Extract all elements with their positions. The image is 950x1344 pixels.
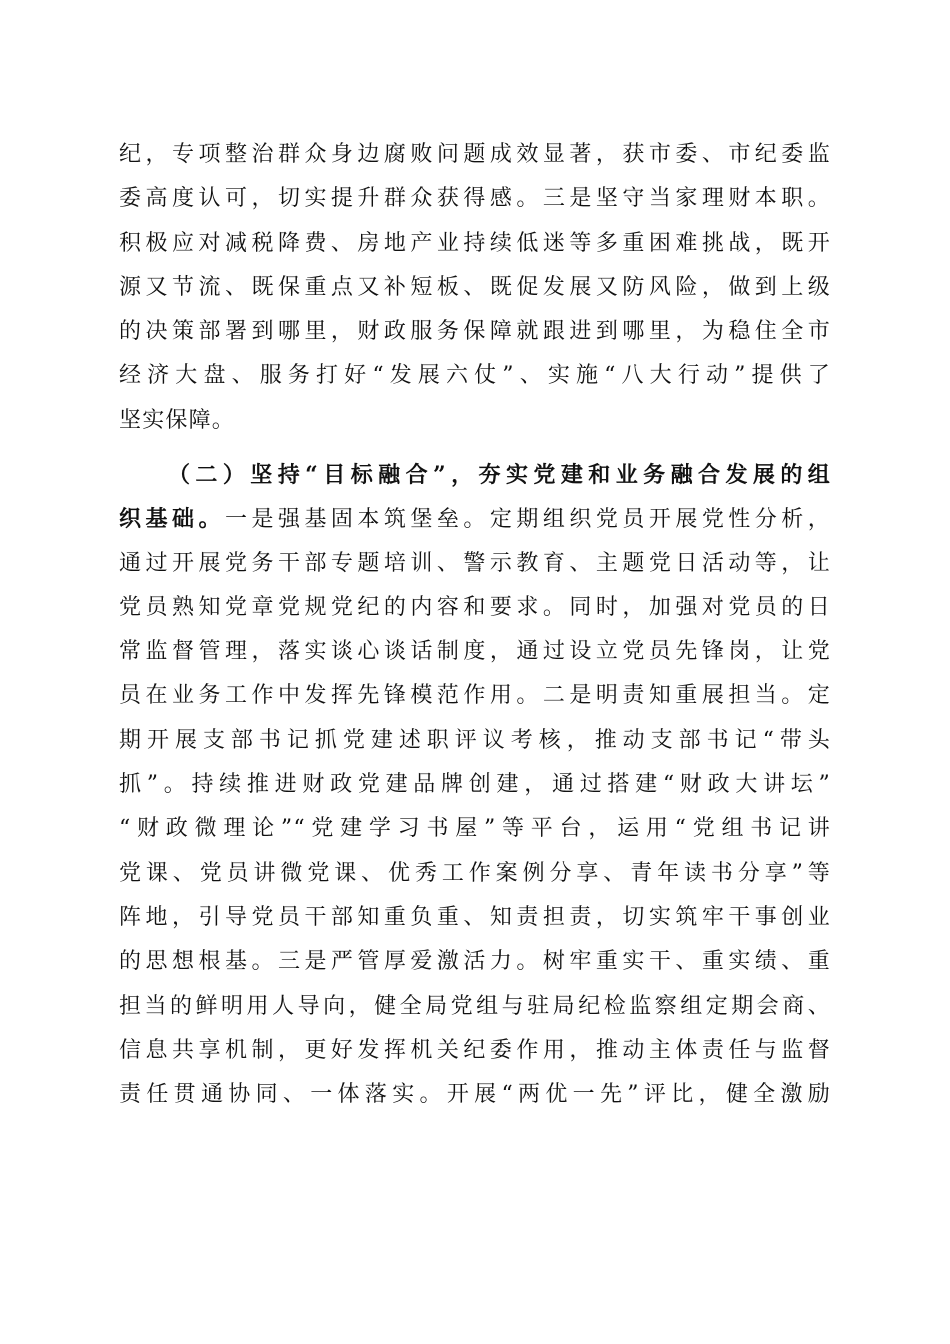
- paragraph-line: [119, 497, 831, 541]
- paragraph-line: 信息共享机制，更好发挥机关纪委作用，推动主体责任与监督: [119, 1037, 831, 1063]
- paragraph-line: 委高度认可，切实提升群众获得感。三是坚守当家理财本职。: [119, 186, 831, 212]
- paragraph-line: 抓”。持续推进财政党建品牌创建，通过搭建“财政大讲坛”: [119, 772, 831, 798]
- paragraph-line: 纪，专项整治群众身边腐败问题成效显著，获市委、市纪委监: [119, 142, 831, 167]
- paragraph-line: 经济大盘、服务打好“发展六仗”、实施“八大行动”提供了: [119, 363, 831, 389]
- paragraph-line: 党课、党员讲微党课、优秀工作案例分享、青年读书分享”等: [119, 860, 831, 886]
- paragraph-1: [119, 133, 831, 443]
- paragraph-line-rest: 一是强基固本筑堡垒。定期组织党员开展党性分析，: [224, 507, 831, 533]
- paragraph-line: 源又节流、既保重点又补短板、既促发展又防风险，做到上级: [119, 274, 831, 300]
- paragraph-line: 常监督管理，落实谈心谈话制度，通过设立党员先锋岗，让党: [119, 639, 831, 665]
- paragraph-line: 担当的鲜明用人导向，健全局党组与驻局纪检监察组定期会商、: [119, 993, 831, 1019]
- paragraph-line: 党员熟知党章党规党纪的内容和要求。同时，加强对党员的日: [119, 594, 831, 620]
- section-heading-end: 织基础。: [119, 506, 225, 533]
- paragraph-2: [119, 453, 831, 1117]
- paragraph-line: 期开展支部书记抓党建述职评议考核，推动支部书记“带头: [119, 727, 831, 753]
- paragraph-line: 的思想根基。三是严管厚爱激活力。树牢重实干、重实绩、重: [119, 949, 831, 975]
- paragraph-line: 通过开展党务干部专题培训、警示教育、主题党日活动等，让: [119, 550, 831, 576]
- paragraph-line: 阵地，引导党员干部知重负重、知责担责，切实筑牢干事创业: [119, 904, 831, 930]
- paragraph-line: 积极应对减税降费、房地产业持续低迷等多重困难挑战，既开: [119, 230, 831, 256]
- paragraph-line: 责任贯通协同、一体落实。开展“两优一先”评比，健全激励: [119, 1082, 831, 1108]
- paragraph-line: 员在业务工作中发挥先锋模范作用。二是明责知重展担当。定: [119, 683, 831, 709]
- paragraph-line: 的决策部署到哪里，财政服务保障就跟进到哪里，为稳住全市: [119, 319, 831, 345]
- paragraph-line: 坚实保障。: [119, 407, 236, 433]
- paragraph-line: “财政微理论”“党建学习书屋”等平台，运用“党组书记讲: [119, 816, 831, 842]
- section-heading: （二）坚持“目标融合”，夯实党建和业务融合发展的组: [168, 462, 831, 488]
